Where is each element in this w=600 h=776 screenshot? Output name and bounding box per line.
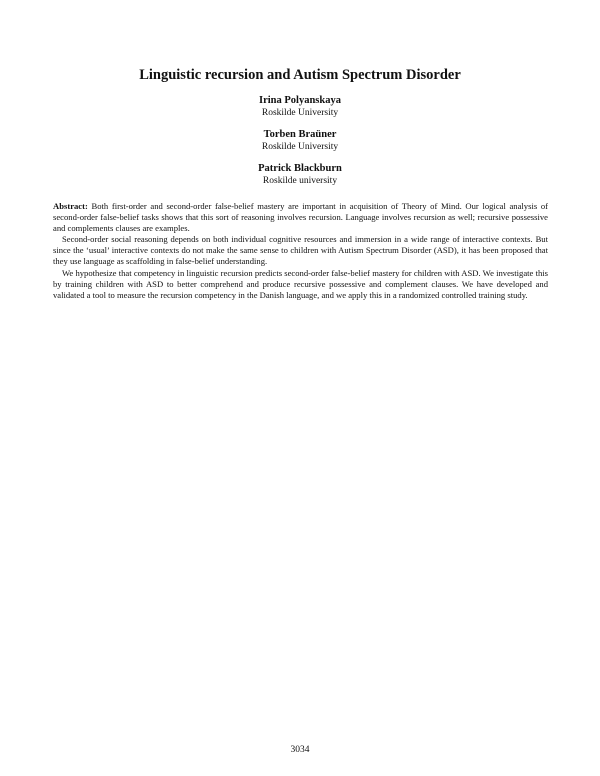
abstract-paragraph — [53, 201, 548, 234]
paragraph-text: Second-order social reasoning depends on both individual cognitive resources and immersion in a wide range of interactive contexts. But since the ‘usual’ interactive contexts do not make the same sense to children with Autism Spectrum Disorder (ASD), it has been proposed that they use language as scaffolding in false-belief understanding. — [53, 234, 548, 267]
author-block — [0, 94, 600, 119]
author-affiliation: Roskilde University — [261, 142, 339, 152]
author-block — [0, 128, 600, 153]
author-name: Irina Polyanskaya — [259, 95, 341, 106]
author-block — [0, 162, 600, 187]
paragraph-text: We hypothesize that competency in linguistic recursion predicts second-order false-belief mastery for children with ASD. We investigate this by training children with ASD to better comprehend and produce recursive possessive and complement clauses. We have developed and validated a tool to measure the recursion competency in the Danish language, and we apply this in a randomized controlled training study. — [53, 267, 548, 300]
abstract — [53, 201, 548, 301]
author-affiliation: Roskilde University — [261, 108, 339, 118]
page-number: 3034 — [290, 745, 310, 755]
author-name: Torben Braüner — [263, 129, 337, 140]
author-name: Patrick Blackburn — [258, 163, 342, 174]
abstract-label: Abstract: — [53, 201, 88, 211]
paper-title: Linguistic recursion and Autism Spectrum Disorder — [139, 67, 461, 83]
paragraph-text: Both first-order and second-order false-belief mastery are important in acquisition of Theory of Mind. Our logical analysis of second-order false-belief tasks shows that this sort of reasoning involves recursion. Language involves recursion as well; recursive possessive and complements clauses are examples. — [53, 201, 548, 234]
author-affiliation: Roskilde university — [262, 176, 338, 186]
